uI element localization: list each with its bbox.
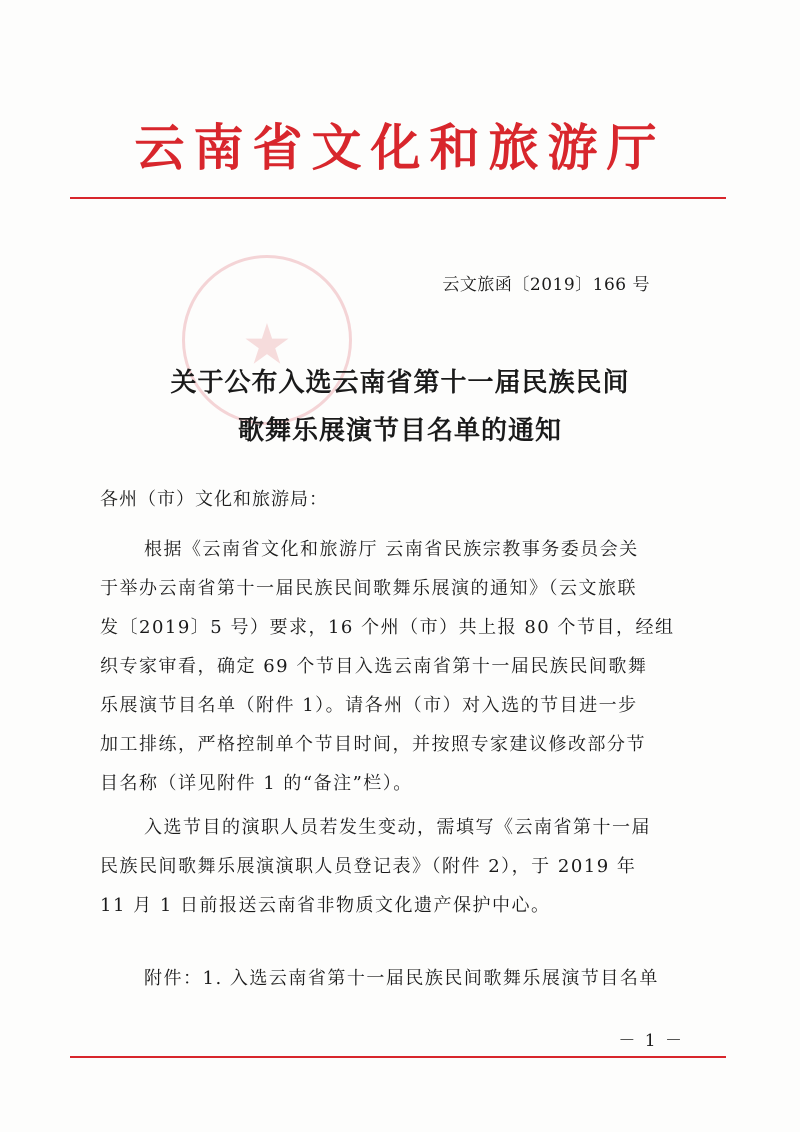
paragraph-line: 发〔2019〕5 号）要求，16 个州（市）共上报 80 个节目，经组 <box>100 617 675 638</box>
document-number: 云文旅函〔2019〕166 号 <box>442 275 650 295</box>
paragraph-line: 入选节目的演职人员若发生变动，需填写《云南省第十一届 <box>144 817 651 838</box>
paragraph-line: 加工排练，严格控制单个节目时间，并按照专家建议修改部分节 <box>100 734 646 755</box>
document-title-line-1: 关于公布入选云南省第十一届民族民间 <box>170 368 630 398</box>
body-paragraph-1 <box>100 530 700 803</box>
paragraph-line: 根据《云南省文化和旅游厅 云南省民族宗教事务委员会关 <box>144 539 639 560</box>
official-seal <box>182 255 352 425</box>
header-red-rule <box>70 197 726 199</box>
paragraph-line: 于举办云南省第十一届民族民间歌舞乐展演的通知》（云文旅联 <box>100 578 637 599</box>
paragraph-line: 11 月 1 日前报送云南省非物质文化遗产保护中心。 <box>100 895 551 916</box>
attachment-line: 附件：1. 入选云南省第十一届民族民间歌舞乐展演节目名单 <box>144 968 659 989</box>
page-number: － 1 － <box>618 1031 684 1051</box>
document-title-line-2: 歌舞乐展演节目名单的通知 <box>237 416 562 446</box>
body-paragraph-2 <box>100 808 700 925</box>
footer-red-rule <box>70 1056 726 1058</box>
paragraph-line: 目名称（详见附件 1 的“备注”栏）。 <box>100 773 413 794</box>
issuer-header: 云南省文化和旅游厅 <box>134 118 666 177</box>
seal-star-icon: ★ <box>241 312 293 378</box>
paragraph-line: 民族民间歌舞乐展演演职人员登记表》（附件 2），于 2019 年 <box>100 856 637 877</box>
salutation: 各州（市）文化和旅游局： <box>100 489 328 510</box>
paragraph-line: 乐展演节目名单（附件 1）。请各州（市）对入选的节目进一步 <box>100 695 638 716</box>
paragraph-line: 织专家审看，确定 69 个节目入选云南省第十一届民族民间歌舞 <box>100 656 648 677</box>
